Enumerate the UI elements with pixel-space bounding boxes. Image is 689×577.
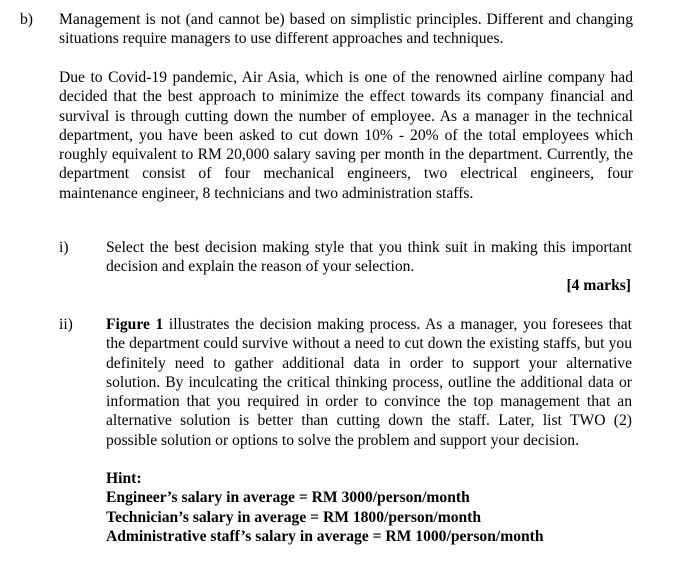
intro-paragraph: Management is not (and cannot be) based on simplistic principles. Different and changing situations require managers to use different approaches and techniques. <box>59 11 633 48</box>
question-label: b) <box>20 11 33 28</box>
subquestion-ii-label: ii) <box>59 316 73 333</box>
hint-technician-salary: Technician’s salary in average = RM 1800/person/month <box>106 508 482 526</box>
scenario-paragraph: Due to Covid-19 pandemic, Air Asia, which is one of the renowned airline company had decided that the best approach to minimize the effect towards its company financial and survival is through cutting down the number of employee. As a manager in the technical department, you have been asked to cut down 10% - 20% of the total employees which roughly equivalent to RM 20,000 salary saving per month in the department. Currently, the department consist of four mechanical engineers, two electrical engineers, four maintenance engineer, 8 technicians and two administration staffs. <box>59 69 633 202</box>
figure-reference: Figure 1 <box>106 316 164 333</box>
hint-title: Hint: <box>106 470 142 487</box>
subquestion-i-label: i) <box>59 239 69 256</box>
hint-engineer-salary: Engineer’s salary in average = RM 3000/person/month <box>106 489 470 507</box>
hint-block <box>106 469 544 546</box>
marks-label: [4 marks] <box>566 277 631 294</box>
subquestion-ii-body: illustrates the decision making process. As a manager, you foresees that the department could survive without a need to cut down the existing staffs, but you definitely need to gather additional data in order to support your alternative solution. By inculcating the critical thinking process, outline the additional data or information that you required in order to convince the top management that an alternative solution is better than cutting down the staff. Later, list TWO (2) possible solution or options to solve the problem and support your decision. <box>106 316 632 449</box>
hint-admin-salary: Administrative staff’s salary in average = RM 1000/person/month <box>106 527 544 545</box>
subquestion-ii-text <box>106 315 632 450</box>
subquestion-i-text: Select the best decision making style that you think suit in making this important decision and explain the reason of your selection. <box>106 239 632 276</box>
